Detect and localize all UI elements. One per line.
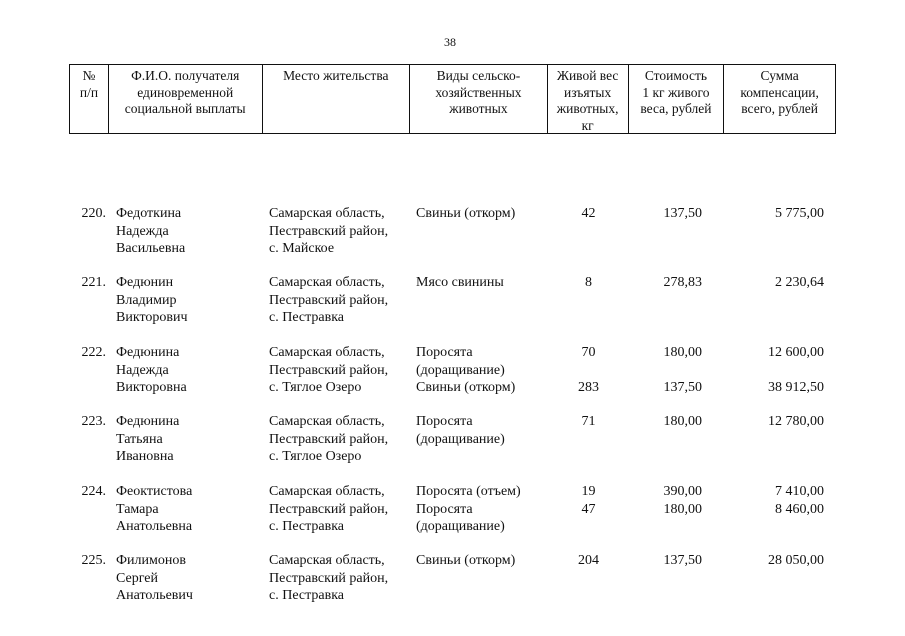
header-place: [263, 65, 411, 133]
header-kinds-line: Виды сельско-: [436, 68, 521, 83]
header-weight-line: изъятых: [564, 84, 612, 100]
recipient-name-line: Ивановна: [116, 449, 174, 464]
recipient-name: [108, 274, 262, 327]
spacer: [725, 431, 824, 449]
animal-kind-line: Поросята: [416, 501, 473, 517]
weight-value: 70: [581, 345, 596, 360]
price-per-kg: [629, 483, 725, 536]
sum-value: 2 230,64: [775, 275, 824, 290]
sum-value: 5 775,00: [775, 206, 824, 221]
weight-value: 19: [581, 484, 596, 499]
table-row: [69, 205, 836, 258]
row-number-text: 224.: [81, 484, 106, 499]
residence-line: Пестравский район,: [269, 501, 389, 517]
price-value: 278,83: [663, 275, 702, 290]
table-row: [69, 274, 836, 327]
animal-kind-line: Мясо свинины: [416, 275, 504, 290]
sum-value: 38 912,50: [768, 380, 824, 395]
header-name: [109, 65, 263, 133]
residence-line: с. Пестравка: [269, 588, 345, 603]
spacer: [725, 518, 824, 536]
table-row: [69, 552, 836, 605]
sum-value: 12 780,00: [768, 414, 824, 429]
header-num-line: п/п: [79, 84, 99, 100]
recipient-name-line: Анатольевна: [116, 519, 193, 534]
residence-line: Пестравский район,: [269, 431, 389, 447]
sum-value: 28 050,00: [768, 553, 824, 568]
residence-line: Пестравский район,: [269, 292, 389, 308]
residence-line: Самарская область,: [269, 414, 385, 429]
header-weight-line: Живой вес: [556, 68, 619, 83]
table-row: [69, 413, 836, 466]
animal-kind-line: Свиньи (откорм): [416, 553, 516, 568]
recipient-name-line: Тамара: [116, 501, 159, 517]
residence-line: с. Пестравка: [269, 310, 345, 325]
animal-kind-line: (доращивание): [416, 362, 505, 378]
animal-kinds: [410, 552, 548, 605]
compensation-sum: [725, 205, 836, 258]
page-number: 38: [444, 35, 456, 49]
weight-value: 8: [585, 275, 592, 290]
compensation-sum: [725, 552, 836, 605]
price-value: 180,00: [663, 345, 702, 360]
header-num: [70, 65, 109, 133]
row-number-text: 223.: [81, 414, 106, 429]
recipient-name-line: Надежда: [116, 223, 169, 239]
residence-line: с. Пестравка: [269, 519, 345, 534]
compensation-sum: [725, 274, 836, 327]
recipient-name-line: Федюнин: [116, 275, 174, 290]
table-row: [69, 483, 836, 536]
compensation-sum: [725, 413, 836, 466]
row-number: [69, 552, 108, 605]
live-weight: [548, 344, 629, 397]
row-number: [69, 274, 108, 327]
animal-kinds: [410, 344, 548, 397]
recipient-name-line: Федюнина: [116, 345, 180, 360]
recipient-name: [108, 483, 262, 536]
row-number: [69, 344, 108, 397]
spacer: [548, 518, 629, 536]
animal-kinds: [410, 274, 548, 327]
residence: [262, 483, 410, 536]
recipient-name-line: Васильевна: [116, 241, 186, 256]
live-weight: [548, 483, 629, 536]
recipient-name-line: Феоктистова: [116, 484, 193, 499]
recipient-name-line: Викторовна: [116, 380, 187, 395]
header-price-line: веса, рублей: [640, 101, 712, 116]
table-header: [69, 64, 836, 134]
residence: [262, 344, 410, 397]
residence-line: Самарская область,: [269, 275, 385, 290]
row-number: [69, 413, 108, 466]
price-value: 390,00: [663, 484, 702, 499]
spacer: [725, 362, 824, 380]
residence-line: Самарская область,: [269, 553, 385, 568]
header-sum: [724, 65, 835, 133]
row-number: [69, 483, 108, 536]
residence-line: с. Тяглое Озеро: [269, 380, 362, 395]
residence-line: Пестравский район,: [269, 362, 389, 378]
header-price: [629, 65, 725, 133]
header-kinds-line: хозяйственных: [435, 84, 522, 100]
sum-value: 7 410,00: [775, 484, 824, 499]
compensation-table: [69, 64, 836, 603]
compensation-sum: [725, 344, 836, 397]
price-value: 137,50: [663, 206, 702, 221]
live-weight: [548, 413, 629, 466]
header-price-line: 1 кг живого: [642, 84, 710, 100]
residence-line: с. Майское: [269, 241, 335, 256]
recipient-name-line: Надежда: [116, 362, 169, 378]
price-value: 137,50: [663, 553, 702, 568]
header-weight-line: кг: [581, 117, 594, 133]
header-sum-line: всего, рублей: [741, 101, 819, 116]
header-sum-line: компенсации,: [740, 84, 819, 100]
animal-kind-line: Поросята: [416, 345, 473, 360]
spacer: [629, 518, 702, 536]
weight-value: 204: [578, 553, 599, 568]
animal-kind-line: Свиньи (откорм): [416, 380, 516, 395]
weight-value: 47: [581, 501, 596, 517]
header-kinds: [410, 65, 548, 133]
price-per-kg: [629, 344, 725, 397]
residence-line: Самарская область,: [269, 345, 385, 360]
header-price-line: Стоимость: [644, 68, 708, 83]
live-weight: [548, 552, 629, 605]
row-number-text: 220.: [81, 206, 106, 221]
header-name-line: Ф.И.О. получателя: [131, 68, 240, 83]
residence-line: Самарская область,: [269, 484, 385, 499]
residence-line: Пестравский район,: [269, 570, 389, 586]
recipient-name-line: Викторович: [116, 310, 188, 325]
weight-value: 283: [578, 380, 599, 395]
header-kinds-line: животных: [449, 101, 508, 116]
sum-value: 8 460,00: [775, 501, 824, 517]
residence: [262, 274, 410, 327]
animal-kind-line: Свиньи (откорм): [416, 206, 516, 221]
price-per-kg: [629, 274, 725, 327]
recipient-name: [108, 552, 262, 605]
recipient-name-line: Анатольевич: [116, 588, 193, 603]
spacer: [548, 362, 629, 380]
row-number-text: 225.: [81, 553, 106, 568]
residence-line: Самарская область,: [269, 206, 385, 221]
residence: [262, 205, 410, 258]
recipient-name-line: Филимонов: [116, 553, 186, 568]
recipient-name-line: Татьяна: [116, 431, 163, 447]
row-number-text: 222.: [81, 345, 106, 360]
header-name-line: единовременной: [137, 84, 234, 100]
animal-kinds: [410, 413, 548, 466]
row-number-text: 221.: [81, 275, 106, 290]
sum-value: 12 600,00: [768, 345, 824, 360]
animal-kind-line: (доращивание): [416, 519, 505, 534]
recipient-name: [108, 205, 262, 258]
animal-kind-line: Поросята: [416, 414, 473, 429]
price-per-kg: [629, 205, 725, 258]
price-value: 180,00: [663, 414, 702, 429]
header-num-line: №: [82, 68, 96, 83]
header-sum-line: Сумма: [760, 68, 799, 83]
header-place-line: Место жительства: [283, 68, 389, 83]
animal-kind-line: (доращивание): [416, 431, 505, 447]
live-weight: [548, 274, 629, 327]
animal-kinds: [410, 205, 548, 258]
header-weight-line: животных,: [556, 101, 619, 116]
residence: [262, 413, 410, 466]
spacer: [548, 431, 629, 449]
price-value: 180,00: [663, 501, 702, 517]
residence-line: Пестравский район,: [269, 223, 389, 239]
spacer: [629, 362, 702, 380]
animal-kinds: [410, 483, 548, 536]
header-name-line: социальной выплаты: [124, 101, 246, 116]
row-number: [69, 205, 108, 258]
recipient-name: [108, 344, 262, 397]
residence: [262, 552, 410, 605]
price-per-kg: [629, 413, 725, 466]
compensation-sum: [725, 483, 836, 536]
recipient-name: [108, 413, 262, 466]
spacer: [629, 431, 702, 449]
recipient-name-line: Владимир: [116, 292, 177, 308]
weight-value: 71: [581, 414, 596, 429]
residence-line: с. Тяглое Озеро: [269, 449, 362, 464]
price-value: 137,50: [663, 380, 702, 395]
animal-kind-line: Поросята (отъем): [416, 484, 521, 499]
price-per-kg: [629, 552, 725, 605]
header-weight: [548, 65, 629, 133]
recipient-name-line: Сергей: [116, 570, 158, 586]
live-weight: [548, 205, 629, 258]
recipient-name-line: Федоткина: [116, 206, 182, 221]
table-row: [69, 344, 836, 397]
weight-value: 42: [581, 206, 596, 221]
recipient-name-line: Федюнина: [116, 414, 180, 429]
